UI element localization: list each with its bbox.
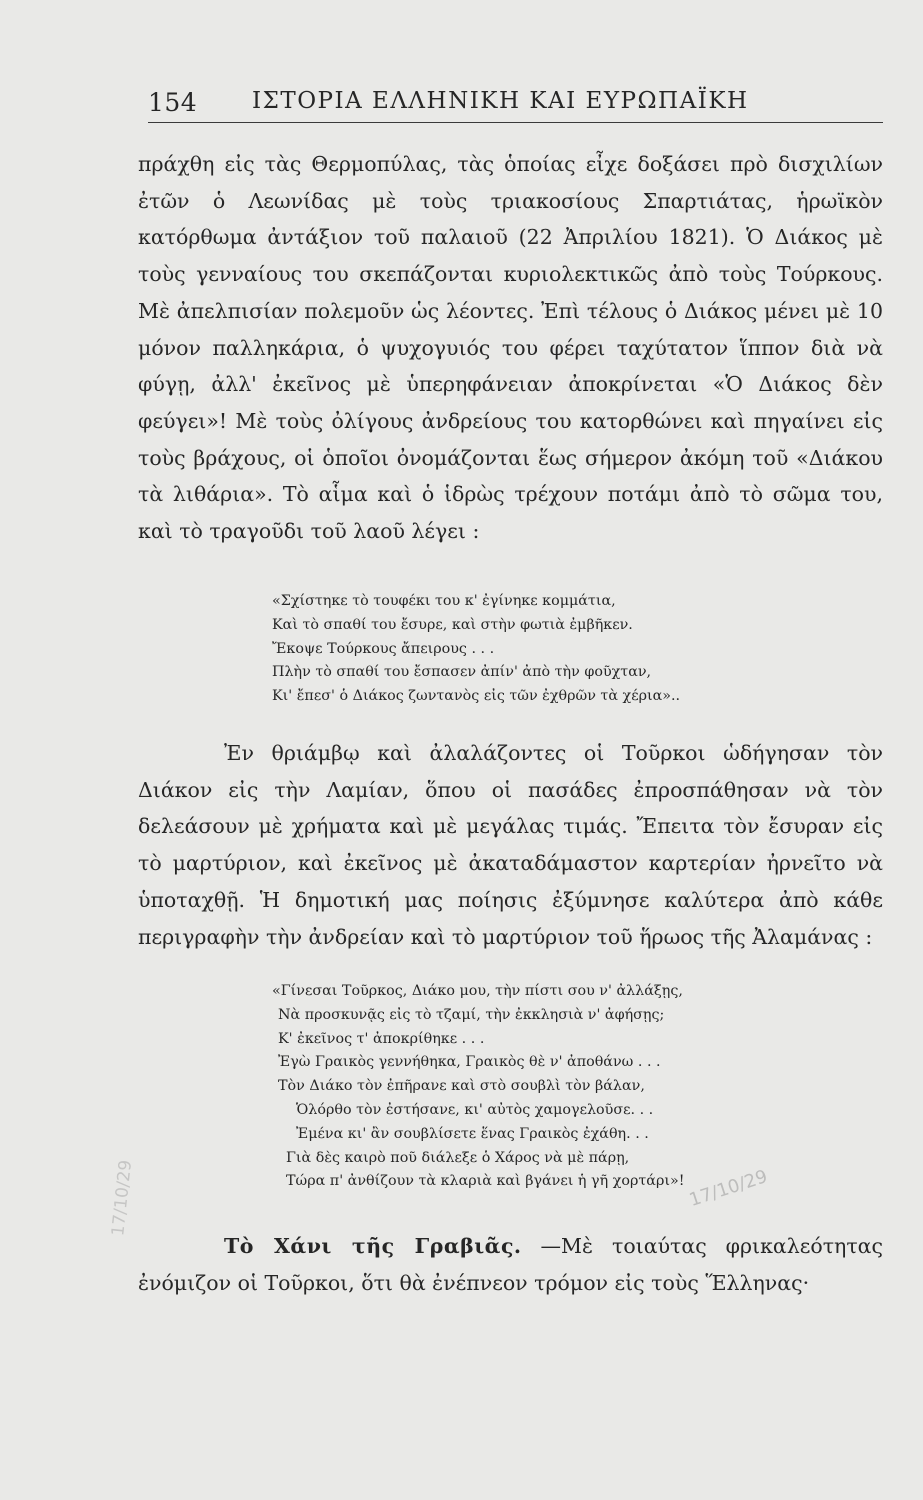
running-title: ΙΣΤΟΡΙΑ ΕΛΛΗΝΙΚΗ ΚΑΙ ΕΥΡΩΠΑΪΚΗ [252,88,749,114]
body-paragraph-1 [138,146,883,550]
handwritten-date-right: 17/10/29 [686,1166,771,1211]
folk-song-verse-2 [272,980,832,1194]
verse-line: Ὁλόρθο τὸν ἐστήσανε, κι' αὐτὸς χαμογελοῦσε. . . [296,1101,654,1118]
verse-line: Ἔκοψε Τούρκους ἄπειρους . . . [272,640,495,657]
section-text [138,1228,883,1301]
verse-line: Τώρα π' ἀνθίζουν τὰ κλαριὰ καὶ βγάνει ἡ γῆ χορτάρι»! [286,1173,685,1190]
verse-line: «Γίνεσαι Τοῦρκος, Διάκο μου, τὴν πίστι σου ν' ἀλλάξῃς, [272,983,683,999]
page-number: 154 [148,88,198,117]
verse-line: Ἐγὼ Γραικὸς γεννήθηκα, Γραικὸς θὲ ν' ἀποθάνω . . . [278,1054,661,1071]
verse-line: Κι' ἔπεσ' ὁ Διάκος ζωντανὸς εἰς τῶν ἐχθρῶν τὰ χέρια».. [272,688,681,705]
verse-line: Νὰ προσκυνᾷς εἰς τὸ τζαμί, τὴν ἐκκλησιὰ ν' ἀφήσῃς; [278,1006,665,1023]
section-body: —Μὲ τοιαύτας φρικαλεότητας ἐνόμιζον οἱ Τοῦρκοι, ὅτι θὰ ἐνέπνεον τρόμον εἰς τοὺς Ἕλληνας· [138,1234,883,1295]
verse-line: Τὸν Διάκο τὸν ἐπῆρανε καὶ στὸ σουβλὶ τὸν βάλαν, [278,1078,645,1095]
verse-line: Πλὴν τὸ σπαθί του ἔσπασεν ἀπίν' ἀπὸ τὴν φοῦχταν, [272,664,652,681]
handwritten-date-left: 17/10/29 [108,1158,137,1238]
paragraph-text: πράχθη εἰς τὰς Θερμοπύλας, τὰς ὁποίας εἶχε δοξάσει πρὸ δισχιλίων ἐτῶν ὁ Λεωνίδας μὲ τοὺς τριακοσίους Σπαρτιάτας, ἡρωϊκὸν κατόρθωμα ἀντάξιον τοῦ παλαιοῦ (22 Ἀπριλίου 1821). Ὁ Διάκος μὲ τοὺς γενναίους του σκεπάζονται κυριολεκτικῶς ἀπὸ τοὺς Τούρκους. Μὲ ἀπελπισίαν πολεμοῦν ὡς λέοντες. Ἐπὶ τέλους ὁ Διάκος μένει μὲ 10 μόνον παλληκάρια, ὁ ψυχογυιός του φέρει ταχύτατον ἵππον διὰ νὰ φύγῃ, ἀλλ' ἐκεῖνος μὲ ὑπερηφάνειαν ἀποκρίνεται «Ὁ Διάκος δὲν φεύγει»! Μὲ τοὺς ὀλίγους ἀνδρείους του κατορθώνει καὶ πηγαίνει εἰς τοὺς βράχους, οἱ ὁποῖοι ὀνομάζονται ἕως σήμερον ἀκόμη τοῦ «Διάκου τὰ λιθάρια». Τὸ αἷμα καὶ ὁ ἱδρὼς τρέχουν ποτάμι ἀπὸ τὸ σῶμα του, καὶ τὸ τραγοῦδι τοῦ λαοῦ λέγει : [138,152,883,544]
verse-line: Ἐμένα κι' ἂν σουβλίσετε ἕνας Γραικὸς ἐχάθη. . . [296,1125,649,1142]
body-paragraph-2 [138,735,883,955]
section-heading: Τὸ Χάνι τῆς Γραβιᾶς. [224,1234,522,1258]
verse-line: «Σχίστηκε τὸ τουφέκι του κ' ἐγίνηκε κομμάτια, [272,593,616,609]
folk-song-verse-1 [272,590,832,709]
verse-line: Γιὰ δὲς καιρὸ ποῦ διάλεξε ὁ Χάρος νὰ μὲ πάρῃ, [286,1149,630,1166]
page-header [148,88,883,123]
paragraph-text: Ἐν θριάμβῳ καὶ ἀλαλάζοντες οἱ Τοῦρκοι ὡδήγησαν τὸν Διάκον εἰς τὴν Λαμίαν, ὅπου οἱ πασάδες ἐπροσπάθησαν νὰ τὸν δελεάσουν μὲ χρήματα καὶ μὲ μεγάλας τιμάς. Ἔπειτα τὸν ἔσυραν εἰς τὸ μαρτύριον, καὶ ἐκεῖνος μὲ ἀκαταδάμαστον καρτερίαν ἠρνεῖτο νὰ ὑποταχθῇ. Ἡ δημοτική μας ποίησις ἐξύμνησε καλύτερα ἀπὸ κάθε περιγραφὴν τὴν ἀνδρείαν καὶ τὸ μαρτύριον τοῦ ἥρωος τῆς Ἀλαμάνας : [138,741,883,949]
section-paragraph [138,1228,883,1301]
verse-line: Κ' ἐκεῖνος τ' ἀποκρίθηκε . . . [278,1030,485,1047]
verse-line: Καὶ τὸ σπαθί του ἔσυρε, καὶ στὴν φωτιὰ ἐμβῆκεν. [272,616,633,633]
